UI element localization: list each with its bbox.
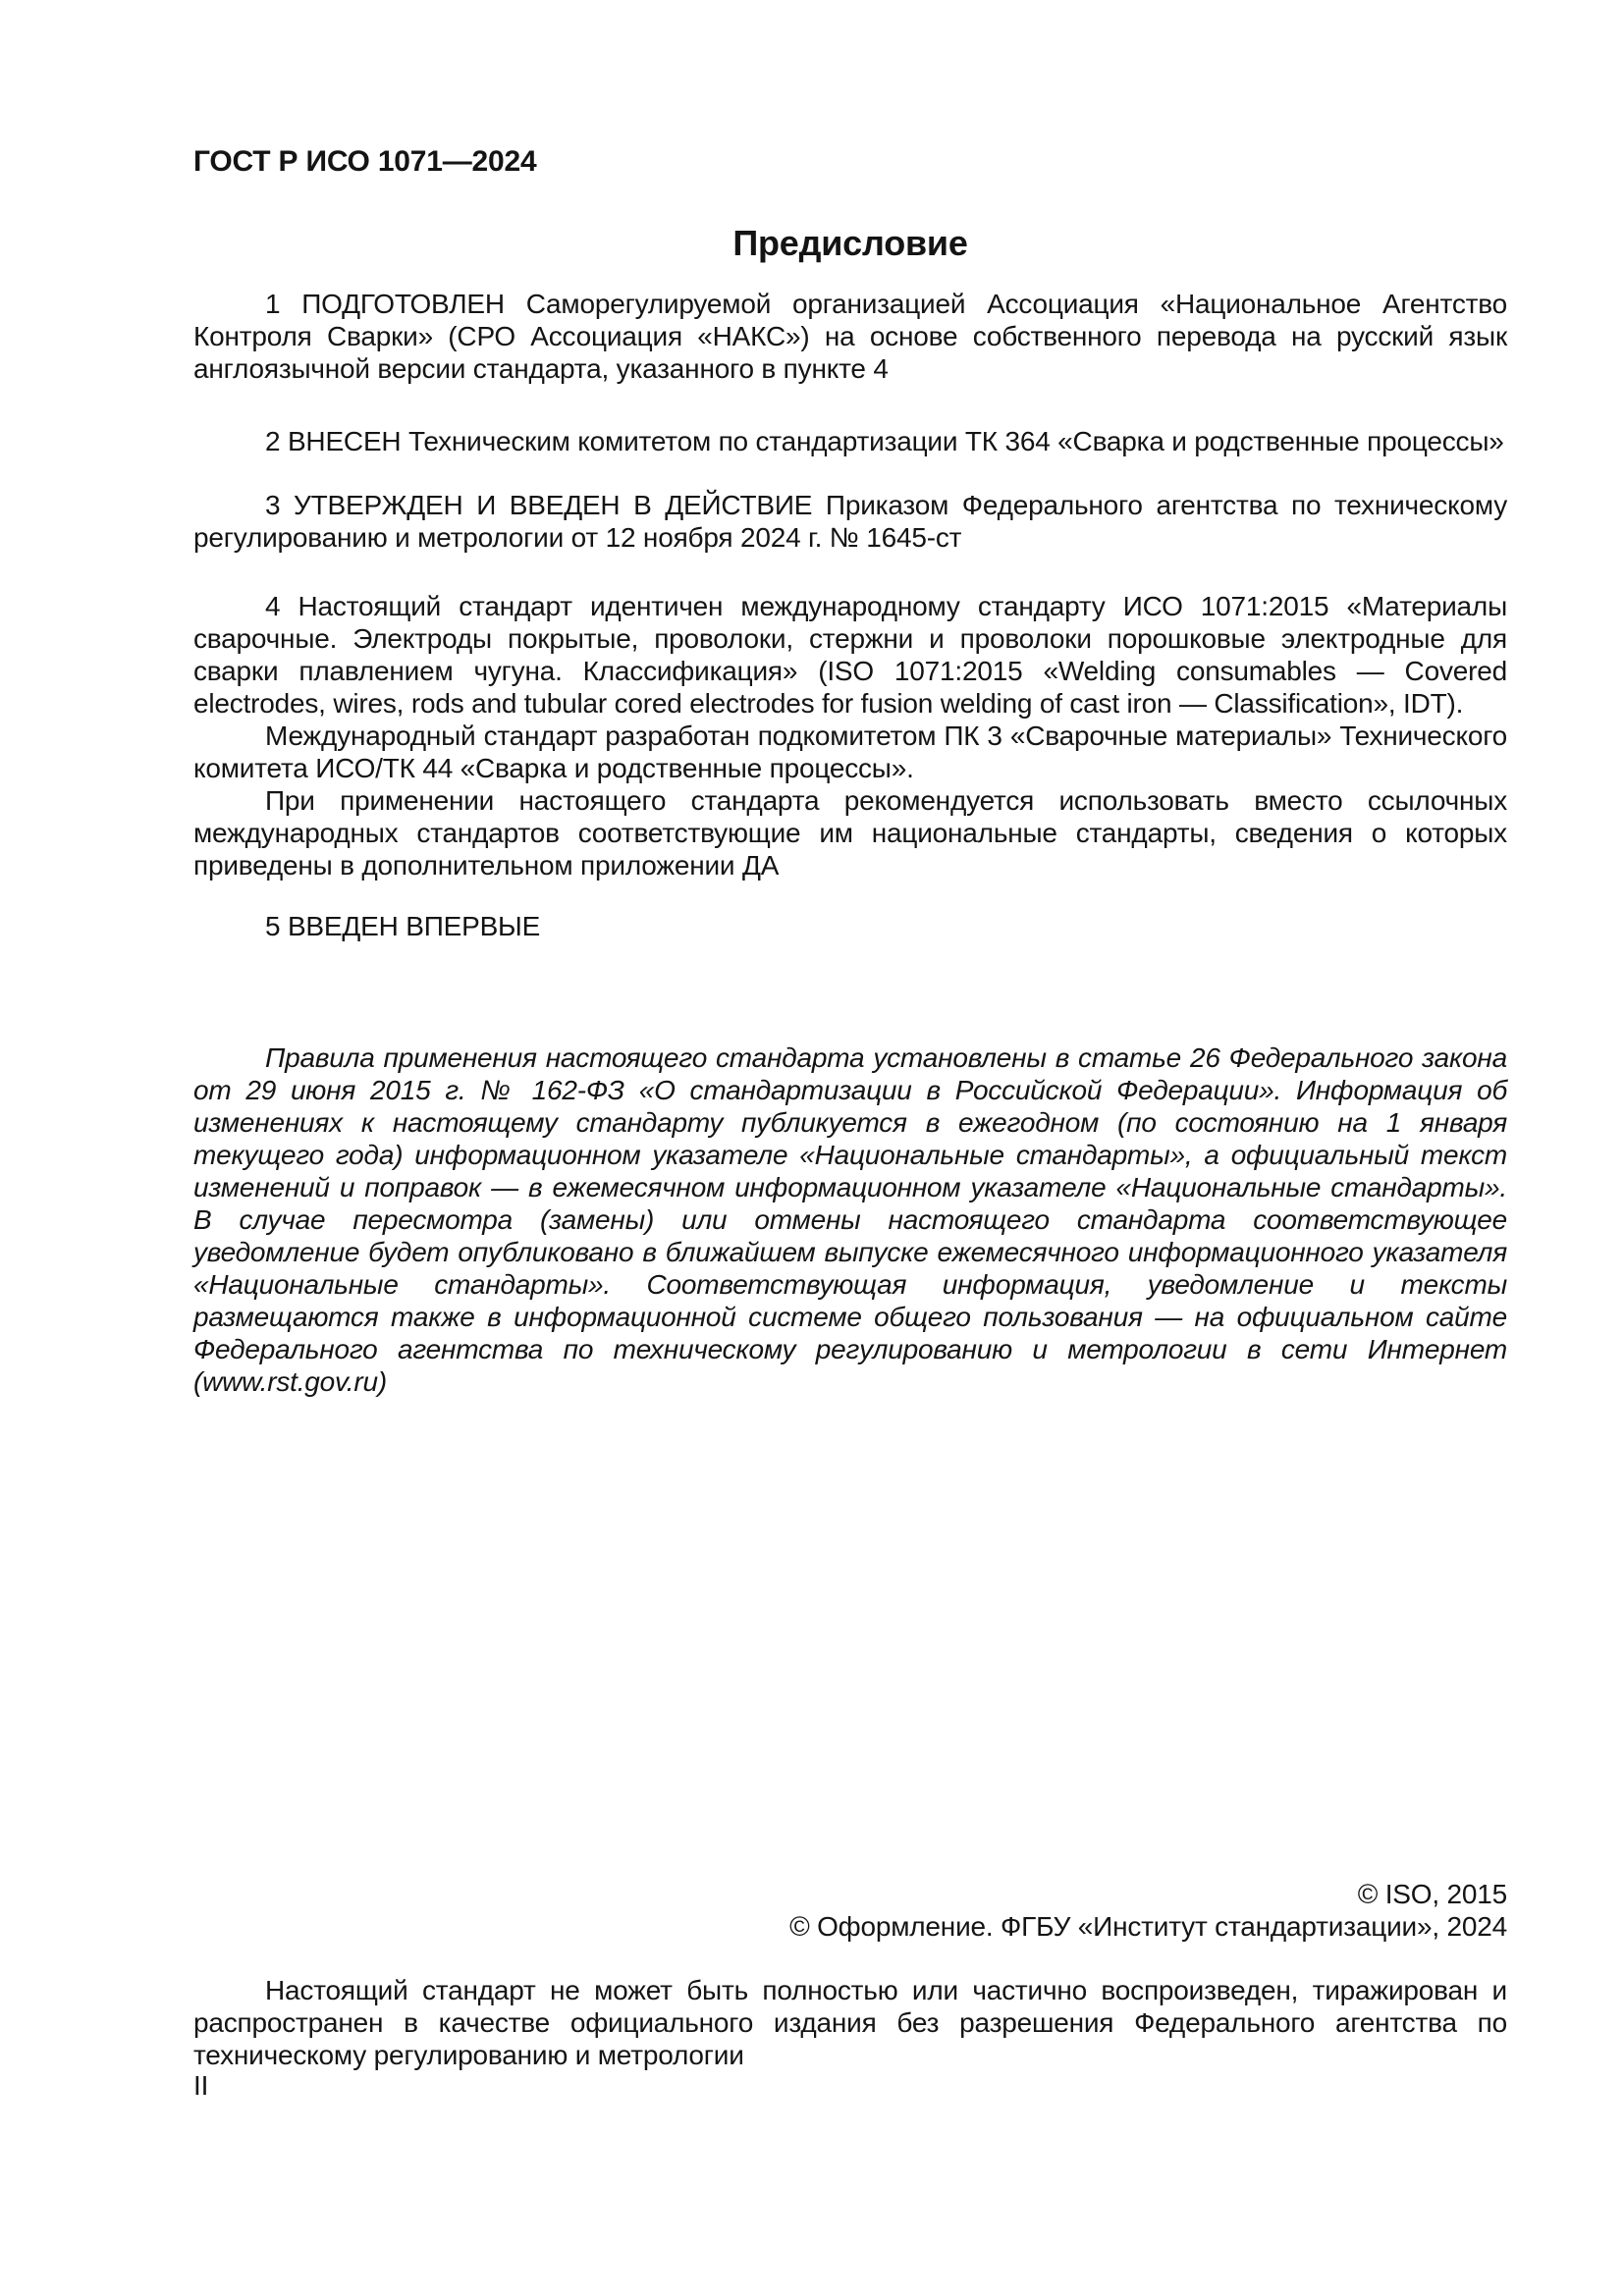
foreword-title: Предисловие [732, 223, 968, 263]
copyright-block [193, 1878, 1507, 1943]
foreword-item-4-note-committee: Международный стандарт разработан подкомитетом ПК 3 «Сварочные материалы» Технического комитета ИСО/ТК 44 «Сварка и родственные процессы». [193, 721, 1507, 783]
foreword-item-5-first-edition: 5 ВВЕДЕН ВПЕРВЫЕ [265, 911, 541, 941]
foreword-item-4-identity [193, 590, 1507, 881]
legal-application-note: Правила применения настоящего стандарта установлены в статье 26 Федерального закона от 29 июня 2015 г. № 162-ФЗ «О стандартизации в Российской Федерации». Информация об изменениях к настоящему стандарту публикуется в ежегодном (по состоянию на 1 января текущего года) информационном указателе «Национальные стандарты», а официальный текст изменений и поправок — в ежемесячном информационном указателе «Национальные стандарты». В случае пересмотра (замены) или отмены настоящего стандарта соответствующее уведомление будет опубликовано в ближайшем выпуске ежемесячного информационного указателя «Национальные стандарты». Соответствующая информация, уведомление и тексты размещаются также в информационной системе общего пользования — на официальном сайте Федерального агентства по техническому регулированию и метрологии в сети Интернет (www.rst.gov.ru) [193, 1042, 1507, 1397]
page-number: II [193, 2070, 209, 2101]
copyright-iso-line: © ISO, 2015 [1357, 1879, 1507, 1909]
foreword-item-1-prepared-by: 1 ПОДГОТОВЛЕН Саморегулируемой организацией Ассоциация «Национальное Агентство Контроля Сварки» (СРО Ассоциация «НАКС») на основе собственного перевода на русский язык англоязычной версии стандарта, указанного в пункте 4 [193, 289, 1507, 384]
copyright-design-line: © Оформление. ФГБУ «Институт стандартизации», 2024 [789, 1911, 1507, 1942]
foreword-item-4-text: 4 Настоящий стандарт идентичен международному стандарту ИСО 1071:2015 «Материалы сварочные. Электроды покрытые, проволоки, стержни и проволоки порошковые электродные для сварки плавлением чугуна. Классификация» (ISO 1071:2015 «Welding consumables — Covered electrodes, wires, rods and tubular cored electrodes for fusion welding of cast iron — Classification», IDT). [193, 591, 1507, 719]
foreword-item-2-submitted-by: 2 ВНЕСЕН Техническим комитетом по стандартизации ТК 364 «Сварка и родственные процессы» [265, 426, 1504, 456]
foreword-item-4-note-references: При применении настоящего стандарта рекомендуется использовать вместо ссылочных международных стандартов соответствующие им национальные стандарты, сведения о которых приведены в дополнительном приложении ДА [193, 785, 1507, 881]
foreword-item-3-approved-by: 3 УТВЕРЖДЕН И ВВЕДЕН В ДЕЙСТВИЕ Приказом Федерального агентства по техническому регулированию и метрологии от 12 ноября 2024 г. № 1645-ст [193, 490, 1507, 553]
document-designation-header: ГОСТ Р ИСО 1071—2024 [193, 145, 537, 178]
reproduction-restriction-note: Настоящий стандарт не может быть полностью или частично воспроизведен, тиражирован и распространен в качестве официального издания без разрешения Федерального агентства по техническому регулированию и метрологии [193, 1975, 1507, 2070]
